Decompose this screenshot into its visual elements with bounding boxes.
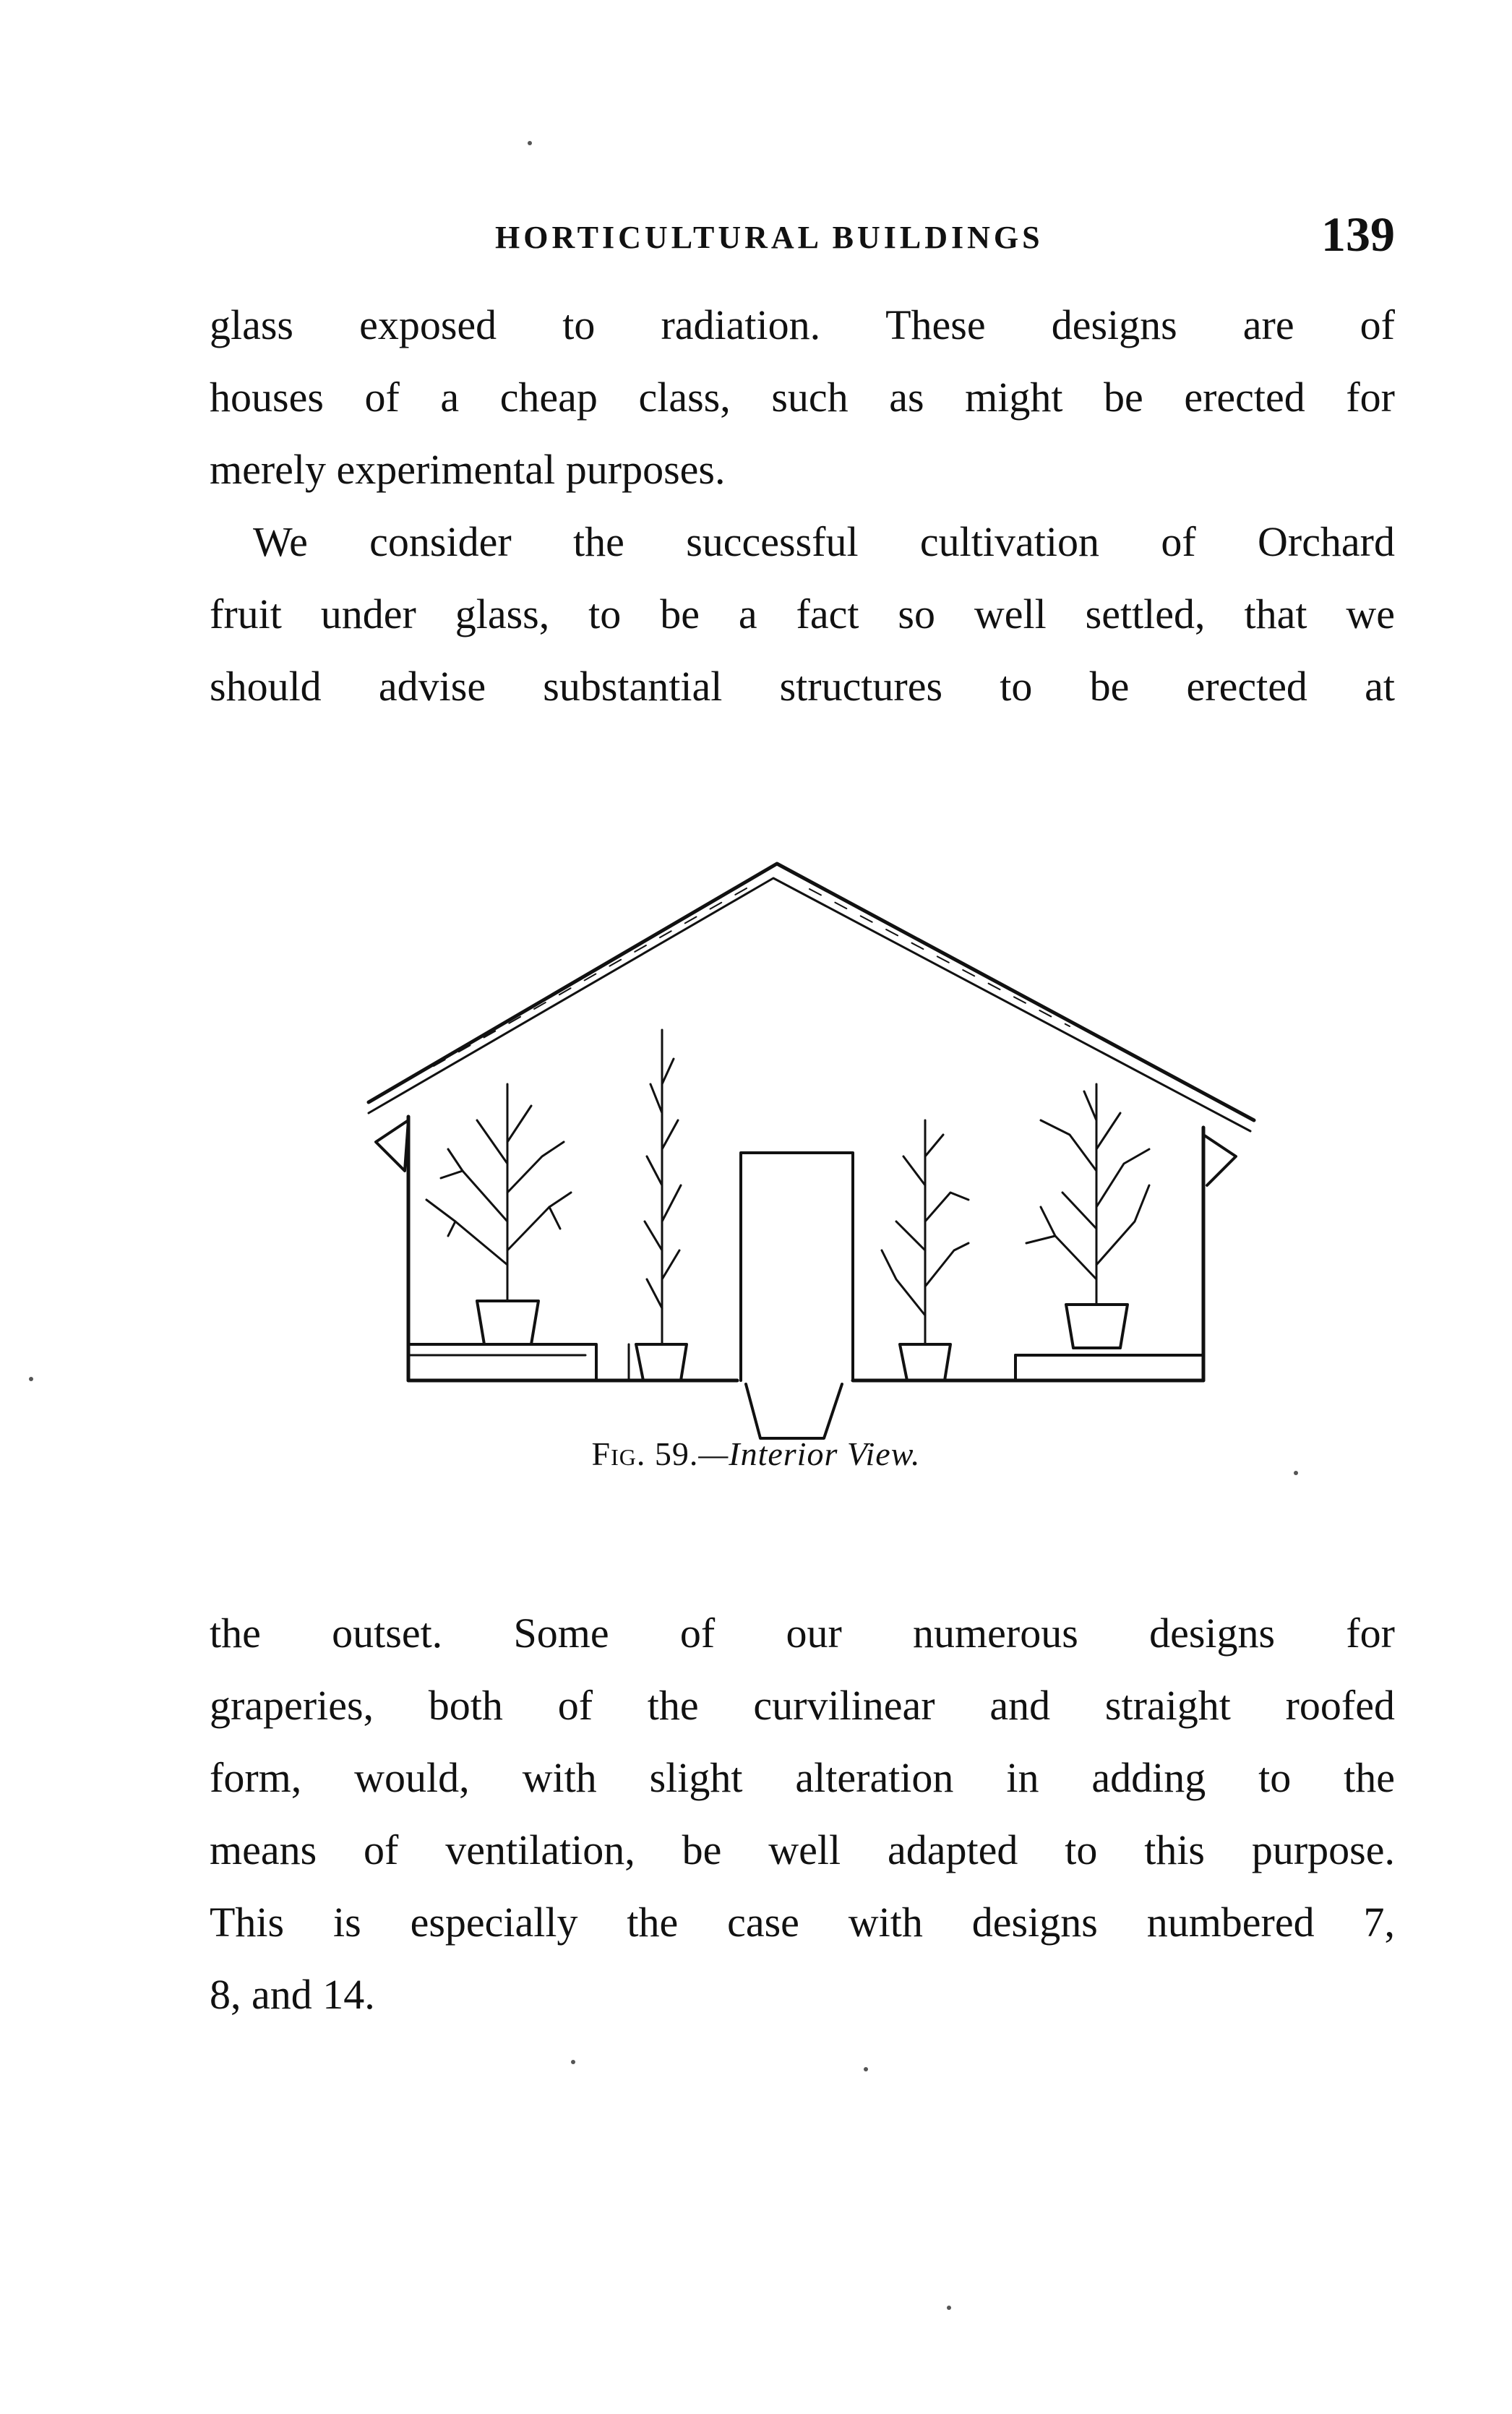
paper-speck <box>528 141 532 145</box>
paper-speck <box>29 1377 33 1381</box>
text-line: This is especially the case with designs numbered 7, <box>210 1899 1395 1946</box>
text-line: fruit under glass, to be a fact so well settled, that we <box>210 590 1395 637</box>
paper-speck <box>571 2060 575 2064</box>
text-line: should advise substantial structures to be erected at <box>210 663 1395 710</box>
paper-speck <box>947 2306 951 2310</box>
text-line: We consider the successful cultivation of Orchard <box>253 518 1395 565</box>
running-title: HORTICULTURAL BUILDINGS <box>495 220 1044 255</box>
figure-caption <box>0 1435 1512 1473</box>
page-number: 139 <box>1321 207 1395 262</box>
figure-title: —Interior View. <box>698 1435 921 1472</box>
paper-speck <box>864 2067 868 2071</box>
greenhouse-interior-illustration <box>347 846 1265 1467</box>
paper-speck <box>1294 1471 1298 1475</box>
figure-number: Fig. 59. <box>591 1435 699 1472</box>
page-header <box>210 206 1395 271</box>
paragraph-1 <box>210 289 1395 506</box>
text-line: the outset. Some of our numerous designs for <box>210 1610 1395 1657</box>
text-line: glass exposed to radiation. These designs are of <box>210 301 1395 348</box>
text-line: merely experimental purposes. <box>210 446 726 493</box>
text-line: means of ventilation, be well adapted to this purpose. <box>210 1826 1395 1873</box>
text-line: graperies, both of the curvilinear and straight roofed <box>210 1682 1395 1729</box>
text-line: form, would, with slight alteration in adding to the <box>210 1754 1395 1801</box>
text-line: 8, and 14. <box>210 1971 375 2018</box>
paragraph-3 <box>210 1597 1395 2031</box>
paragraph-2 <box>210 506 1395 723</box>
text-line: houses of a cheap class, such as might be erected for <box>210 374 1395 421</box>
